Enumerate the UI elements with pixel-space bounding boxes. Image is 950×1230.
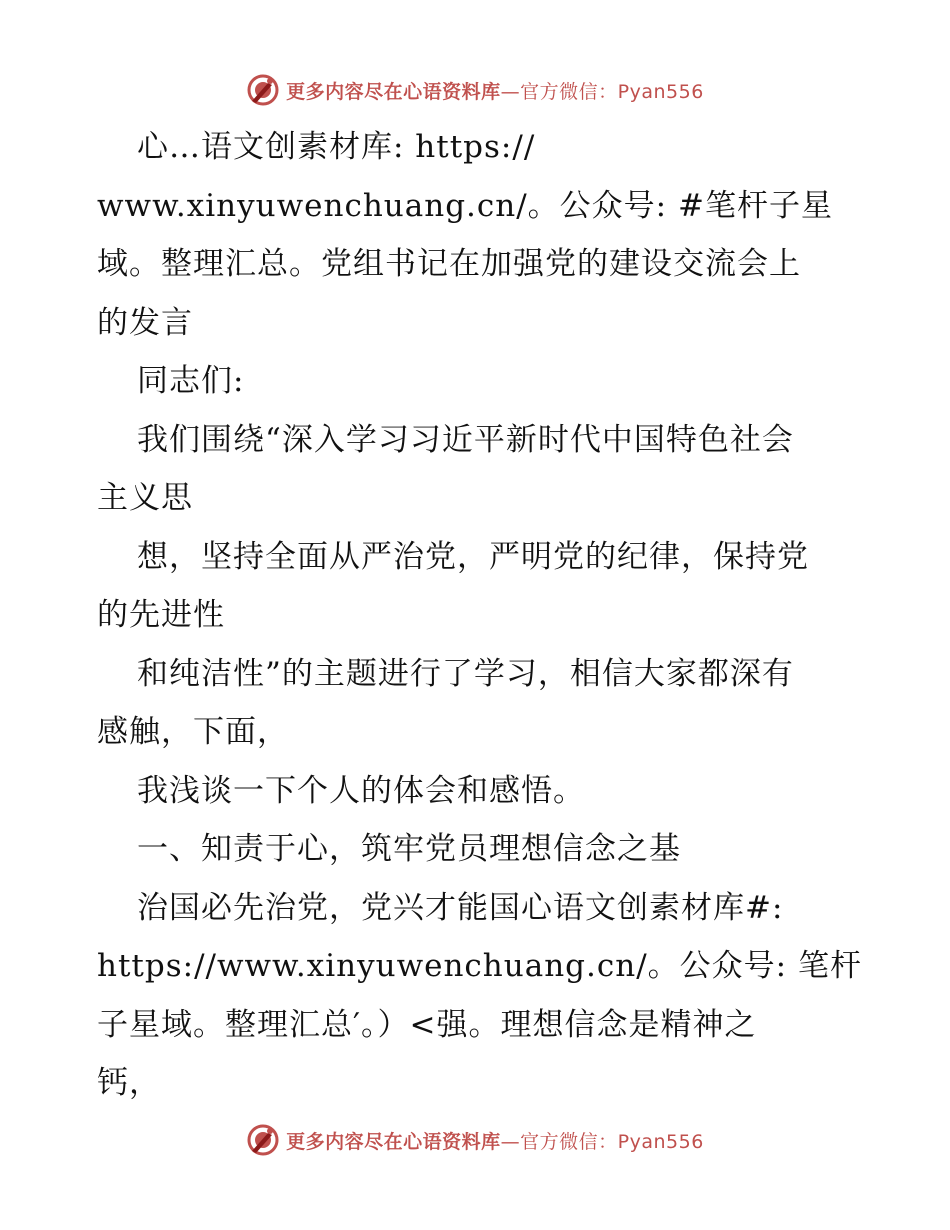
text-line: 的发言 [97, 304, 193, 341]
text-line: 域。整理汇总。党组书记在加强党的建设交流会上 [97, 246, 801, 282]
pen-seal-logo-icon [246, 73, 280, 107]
footer-banner [0, 1120, 950, 1160]
text-line: 想，坚持全面从严治党，严明党的纪律，保持党 [137, 538, 809, 575]
text-line: 的先进性 [97, 597, 225, 633]
text-line: 治国必先治党，党兴才能国心语文创素材库#: [137, 889, 784, 926]
header-banner-text: 更多内容尽在心语资料库—官方微信：Pyan556 [286, 80, 704, 103]
header-banner [0, 70, 950, 110]
text-line: 和纯洁性”的主题进行了学习，相信大家都深有 [137, 655, 794, 692]
text-line: 我浅谈一下个人的体会和感悟。 [137, 772, 585, 809]
document-body [97, 118, 862, 1113]
text-line: 感触，下面， [97, 714, 289, 750]
text-line: 主义思 [97, 480, 193, 516]
pen-seal-logo-icon [246, 1123, 280, 1157]
text-line: 钙， [97, 1065, 161, 1101]
footer-banner-text: 更多内容尽在心语资料库—官方微信：Pyan556 [286, 1130, 704, 1153]
text-line: 心…语文创素材库: https:// [137, 129, 536, 165]
text-line: www.xinyuwenchuang.cn/。公众号: #笔杆子星 [97, 187, 833, 224]
text-line: 我们围绕“深入学习习近平新时代中国特色社会 [137, 421, 794, 458]
section-heading: 一、知责于心，筑牢党员理想信念之基 [137, 831, 681, 867]
text-line: https://www.xinyuwenchuang.cn/。公众号: 笔杆 [97, 948, 862, 984]
salutation: 同志们: [137, 363, 245, 399]
text-line: 子星域。整理汇总′。）<强。理想信念是精神之 [97, 1006, 757, 1043]
